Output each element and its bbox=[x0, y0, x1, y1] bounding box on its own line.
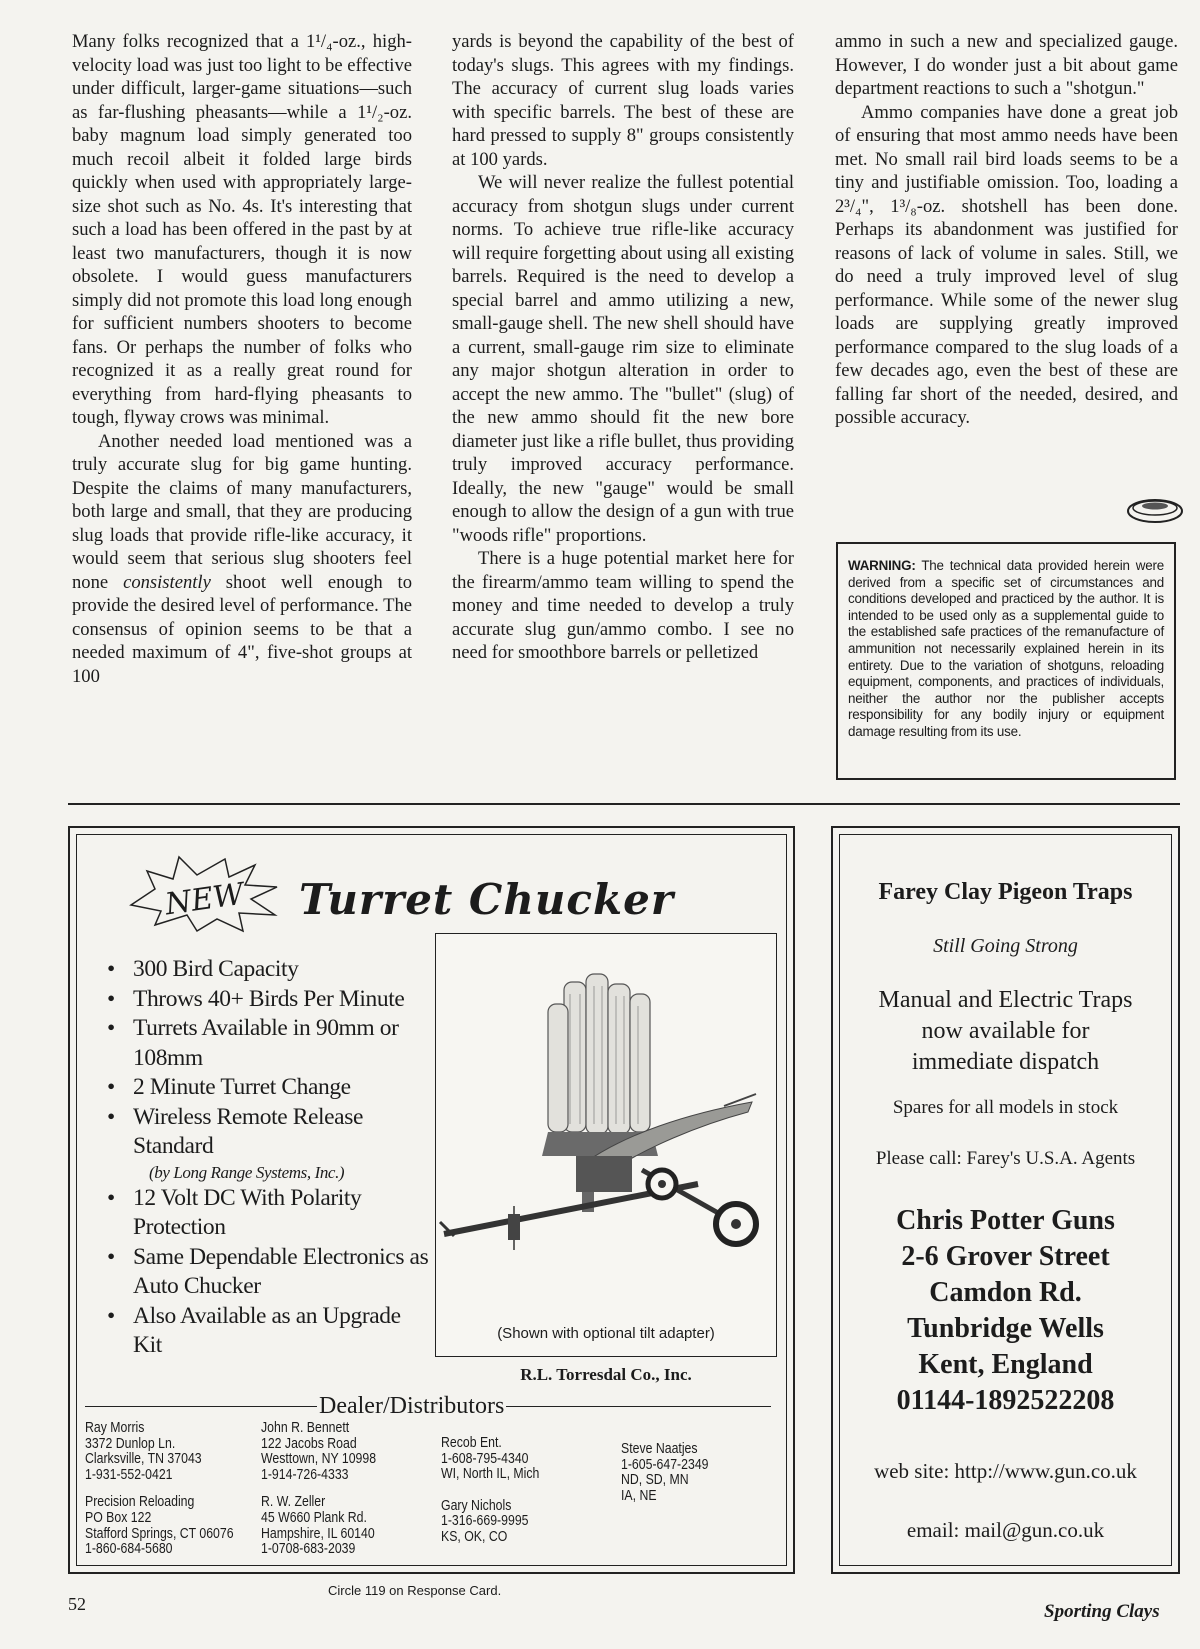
feature-note: (by Long Range Systems, Inc.) bbox=[149, 1162, 345, 1182]
dealer-entry: Steve Naatjes 1-605-647-2349 ND, SD, MN IA, NE bbox=[621, 1441, 709, 1504]
ad-website: web site: http://www.gun.co.uk bbox=[874, 1459, 1137, 1483]
feature-item: • 12 Volt DC With Polarity Protection bbox=[103, 1184, 433, 1243]
dealer-entry: R. W. Zeller 45 W660 Plank Rd. Hampshire, IL 60140 1-0708-683-2039 bbox=[261, 1494, 375, 1558]
ad-spares: Spares for all models in stock bbox=[892, 1097, 1119, 1118]
burst-text: NEW bbox=[162, 876, 247, 923]
dealer-entry: John R. Bennett 122 Jacobs Road Westtown, NY 10998 1-914-726-4333 bbox=[261, 1420, 377, 1483]
farey-ad bbox=[831, 826, 1180, 1574]
feature-item: • Wireless Remote Release Standard (by Long Range Systems, Inc.) bbox=[103, 1103, 433, 1184]
dealers-heading: Dealer/Distributors bbox=[319, 1393, 505, 1419]
ad-inner-border bbox=[76, 834, 787, 1566]
dealer-column-3 bbox=[441, 1436, 539, 1558]
dealer-entry: Gary Nichols 1-316-669-9995 KS, OK, CO bbox=[441, 1497, 529, 1545]
agent-address: Chris Potter Guns 2-6 Grover Street Camdon Rd. Tunbridge Wells Kent, England 01144-1892522208 bbox=[896, 1205, 1115, 1416]
page-number: 52 bbox=[68, 1594, 86, 1614]
article-paragraph: Many folks recognized that a 1¹/₄-oz., high-velocity load was just too light to be effective under difficult, larger-game situations—such as far-flushing pheasants—while a 1¹/₂-oz. baby magnum load simply generated too much recoil albeit it folded large birds quickly when used with appropriately large-size shot such as No. 4s. It's interesting that such a load has been offered in the past by at least two manufacturers, though it is now obsolete. I would guess manufacturers simply did not promote this load long enough for sufficient numbers shooters to become fans. Or perhaps the number of folks who recognized it as a really great round for everything from hard-flying pheasants to tough, flyway crows was minimal. bbox=[72, 31, 412, 428]
article-column-1 bbox=[72, 30, 412, 688]
magazine-name: Sporting Clays bbox=[1044, 1601, 1160, 1622]
ad-tagline: Still Going Strong bbox=[933, 935, 1078, 957]
dealer-entry: Ray Morris 3372 Dunlop Ln. Clarksville, TN 37043 1-931-552-0421 bbox=[85, 1420, 202, 1483]
dealer-column-2 bbox=[261, 1421, 376, 1570]
warning-label: WARNING: bbox=[848, 558, 916, 573]
ad-title: Farey Clay Pigeon Traps bbox=[878, 879, 1133, 905]
ad-inner-border bbox=[839, 834, 1172, 1566]
trap-machine-illustration bbox=[436, 934, 774, 1304]
new-burst-graphic bbox=[125, 853, 285, 933]
dealer-entry: Precision Reloading PO Box 122 Stafford Springs, CT 06076 1-860-684-5680 bbox=[85, 1494, 234, 1558]
ad-call: Please call: Farey's U.S.A. Agents bbox=[875, 1148, 1136, 1169]
feature-item: • Same Dependable Electronics as Auto Chucker bbox=[103, 1243, 433, 1302]
article-column-2 bbox=[452, 30, 794, 665]
feature-item: • Also Available as an Upgrade Kit bbox=[103, 1302, 433, 1361]
warning-text: The technical data provided herein were derived from a specific set of circumstances and conditions developed and practiced by the author. It is intended to be used only as a supplemental guide to the established safe practices of the remanufacture of ammunition not necessarily explained herein in its entirety. Due to the variation of shotguns, reloading equipment, components, and practices of individuals, neither the author nor the publisher accepts responsibility for any bodily injury or equipment damage resulting from its use. bbox=[848, 558, 1164, 739]
article-paragraph: Another needed load mentioned was a truly accurate slug for big game hunting. Despite the claims of many manufacturers, both large and small, that they are producing slug loads that provide rifle-like accuracy, it would seem that serious slug shooters feel none consistently shoot well enough to provide the desired level of performance. The consensus of opinion seems to be that a needed maximum of 4", five-shot groups at 100 bbox=[72, 430, 412, 687]
article-paragraph: There is a huge potential market here for the firearm/ammo team willing to spend the money and time needed to develop a truly accurate slug gun/ammo combo. I see no need for smoothbore barrels or pelletized bbox=[452, 548, 794, 663]
feature-item: • Turrets Available in 90mm or 108mm bbox=[103, 1014, 433, 1073]
feature-item: • 2 Minute Turret Change bbox=[103, 1073, 433, 1103]
article-paragraph: We will never realize the fullest potential accuracy from shotgun slugs under current norms. To achieve true rifle-like accuracy will require forgetting about using all existing barrels. Required is the need to develop a special barrel and ammo utilizing a new, small-gauge shell. The new shell should have a current, small-gauge rim size to eliminate any major shotgun alteration in order to accept the new ammo. The "bullet" (slug) of the new ammo should fit the new bore diameter just like a rifle bullet, thus providing truly improved accuracy performance. Ideally, the new "gauge" would be small enough to allow the design of a gun with true "woods rifle" proportions. bbox=[452, 172, 794, 546]
ad-availability: Manual and Electric Traps now available for immediate dispatch bbox=[878, 987, 1133, 1075]
feature-list bbox=[103, 955, 433, 1361]
ad-email: email: mail@gun.co.uk bbox=[906, 1518, 1105, 1542]
warning-box bbox=[836, 542, 1176, 780]
dealer-column-1 bbox=[85, 1421, 234, 1570]
article-paragraph: yards is beyond the capability of the best of today's slugs. This agrees with my findings. The accuracy of current slug loads varies with specific barrels. The best of these are hard pressed to supply 8" groups consistently at 100 yards. bbox=[452, 31, 794, 170]
product-photo bbox=[435, 933, 777, 1357]
dealer-column-4 bbox=[621, 1442, 709, 1516]
feature-item: • Throws 40+ Birds Per Minute bbox=[103, 985, 433, 1015]
ad-title: Turret Chucker bbox=[299, 875, 674, 924]
section-divider bbox=[68, 803, 1180, 805]
article-paragraph: ammo in such a new and specialized gauge. However, I do wonder just a bit about game department reactions to such a "shotgun." bbox=[835, 31, 1178, 99]
photo-caption: (Shown with optional tilt adapter) bbox=[497, 1325, 715, 1342]
clay-target-icon bbox=[1126, 494, 1184, 524]
response-card-note: Circle 119 on Response Card. bbox=[328, 1583, 502, 1598]
dealer-entry: Recob Ent. 1-608-795-4340 WI, North IL, Mich bbox=[441, 1435, 540, 1483]
turret-chucker-ad bbox=[68, 826, 795, 1574]
company-name: R.L. Torresdal Co., Inc. bbox=[520, 1365, 692, 1384]
article-paragraph: Ammo companies have done a great job of ensuring that most ammo needs have been met. No small rail bird loads seems to be a tiny and justifiable omission. Too, loading a 2³/₄", 1³/₈-oz. shotshell has been done. Perhaps its abandonment was justified for reasons of lack of volume in sales. Still, we do need a truly improved level of slug performance. While some of the newer slug loads are supplying greatly improved performance compared to the slug loads of a few decades ago, even the best of these are falling far short of the needed, desired, and possible accuracy. bbox=[835, 101, 1178, 428]
feature-item: • 300 Bird Capacity bbox=[103, 955, 433, 985]
article-column-3 bbox=[835, 30, 1178, 430]
emphasis-consistently: consistently bbox=[123, 571, 211, 593]
